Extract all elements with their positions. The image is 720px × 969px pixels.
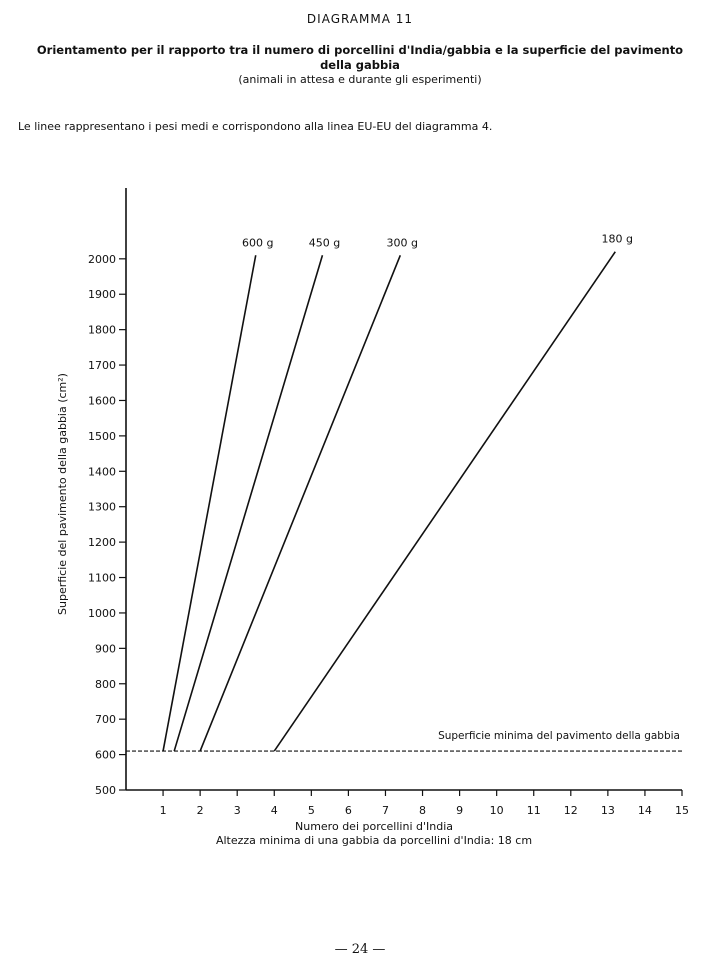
y-tick-label: 1300 — [88, 500, 116, 514]
x-tick-label: 11 — [526, 804, 541, 817]
x-tick-label: 6 — [344, 804, 352, 817]
y-tick-label: 600 — [95, 748, 116, 762]
series-line-1 — [163, 255, 256, 751]
series-label: 180 g — [601, 232, 634, 246]
y-tick-label: 1900 — [88, 288, 116, 302]
x-tick-label: 14 — [637, 804, 652, 817]
y-tick-label: 800 — [95, 677, 116, 691]
series-line-4 — [274, 252, 615, 751]
y-tick-label: 900 — [95, 642, 116, 656]
series-lines — [126, 252, 682, 751]
intro-note: Le linee rappresentano i pesi medi e corrispondono alla linea EU-EU del diagramma 4. — [18, 120, 493, 133]
y-tick-label: 1600 — [88, 394, 116, 408]
x-tick-label: 1 — [159, 804, 167, 817]
y-tick-label: 1400 — [88, 465, 116, 479]
chart-subtitle: (animali in attesa e durante gli esperimenti) — [238, 73, 482, 86]
x-tick-label: 9 — [456, 804, 464, 817]
reference-line-label: Superficie minima del pavimento della gabbia — [438, 730, 680, 743]
chart-title-line-2: della gabbia — [320, 58, 400, 72]
x-axis-title: Numero dei porcellini d'India — [295, 820, 453, 833]
series-label: 300 g — [386, 236, 419, 250]
y-tick-label: 700 — [95, 713, 116, 727]
y-axis-title: Superficie del pavimento della gabbia (cm²) — [56, 373, 69, 615]
series-label: 600 g — [241, 236, 274, 250]
x-tick-label: 3 — [233, 804, 241, 817]
y-tick-label: 2000 — [88, 252, 116, 266]
x-tick-label: 7 — [381, 804, 389, 817]
x-tick-label: 15 — [675, 804, 689, 817]
y-tick-label: 1800 — [88, 323, 116, 337]
y-tick-label: 1700 — [88, 359, 116, 373]
y-tick-label: 1000 — [88, 606, 116, 620]
y-tick-label: 1200 — [88, 536, 116, 550]
x-tick-label: 4 — [270, 804, 278, 817]
x-tick-label: 8 — [419, 804, 427, 817]
series-label: 450 g — [308, 236, 341, 250]
x-tick-label: 10 — [489, 804, 504, 817]
chart-title-line-1: Orientamento per il rapporto tra il numero di porcellini d'India/gabbia e la superficie del pavimento — [36, 43, 684, 57]
x-axis-subtitle: Altezza minima di una gabbia da porcellini d'India: 18 cm — [215, 834, 533, 847]
x-tick-label: 5 — [307, 804, 315, 817]
axes — [126, 188, 682, 790]
x-tick-label: 12 — [563, 804, 578, 817]
y-tick-label: 500 — [95, 784, 116, 797]
x-tick-label: 2 — [196, 804, 204, 817]
tick-marks — [119, 259, 682, 796]
y-tick-label: 1100 — [88, 571, 116, 585]
y-tick-label: 1500 — [88, 429, 116, 443]
page-number: — 24 — — [334, 942, 386, 957]
x-tick-label: 13 — [600, 804, 615, 817]
page-label: DIAGRAMMA 11 — [306, 12, 414, 26]
